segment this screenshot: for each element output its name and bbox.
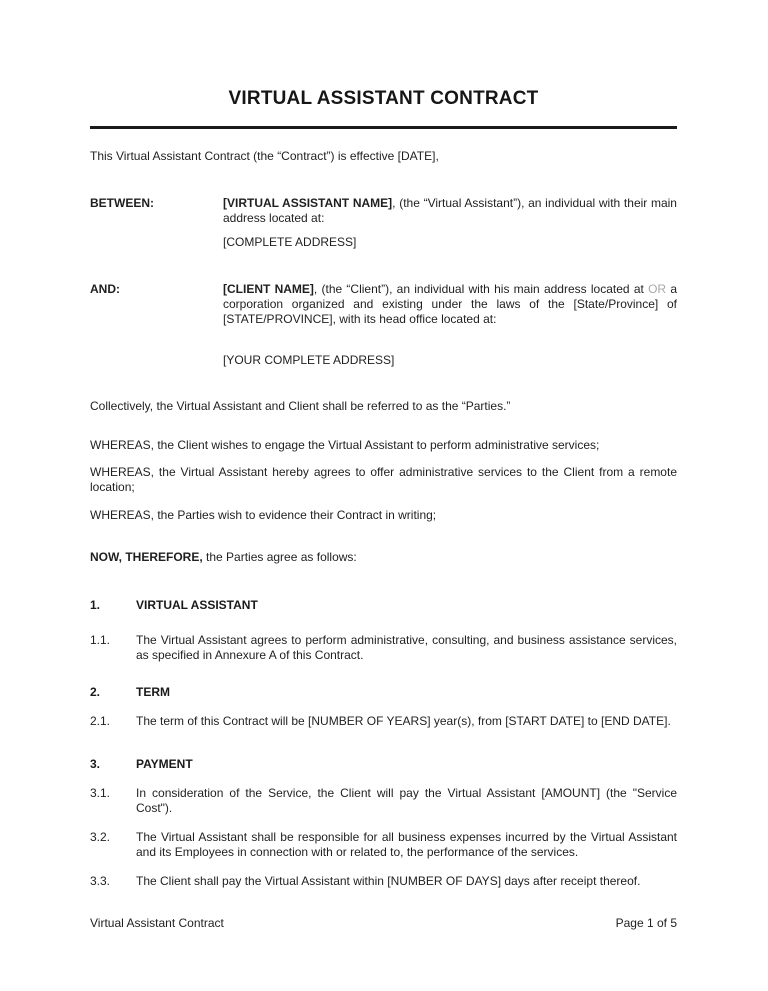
clause-3-1	[90, 786, 677, 816]
clause-text: In consideration of the Service, the Client will pay the Virtual Assistant [AMOUNT] (the "Service Cost").	[136, 786, 677, 815]
now-therefore-paragraph	[90, 550, 677, 565]
section-title: TERM	[136, 685, 170, 699]
clause-3-2	[90, 830, 677, 860]
clause-1-1	[90, 633, 677, 663]
section-number: 1.	[90, 598, 101, 612]
footer-page-number: Page 1 of 5	[615, 916, 677, 930]
clause-text: The term of this Contract will be [NUMBER OF YEARS] year(s), from [START DATE] to [END DATE].	[136, 714, 671, 728]
whereas-paragraph-3: WHEREAS, the Parties wish to evidence their Contract in writing;	[90, 508, 437, 522]
section-number: 2.	[90, 685, 101, 699]
clause-number: 2.1.	[90, 714, 111, 728]
between-label: BETWEEN:	[90, 196, 154, 210]
section-heading-1	[90, 598, 677, 613]
clause-number: 3.2.	[90, 830, 111, 844]
clause-number: 3.3.	[90, 874, 111, 888]
clause-text: The Virtual Assistant agrees to perform administrative, consulting, and business assistance services, as specified in Annexure A of this Contract.	[136, 633, 677, 662]
clause-text: The Virtual Assistant shall be responsible for all business expenses incurred by the Virtual Assistant and its Employees in connection with or related to, the performance of the services.	[136, 830, 677, 859]
page-footer	[90, 916, 677, 931]
and-text-part1: , (the “Client”), an individual with his main address located at	[313, 282, 649, 296]
or-word: OR	[648, 282, 667, 296]
clause-text: The Client shall pay the Virtual Assistant within [NUMBER OF DAYS] days after receipt thereof.	[136, 874, 641, 888]
section-title: PAYMENT	[136, 757, 193, 771]
between-text-rest: , (the “Virtual Assistant”), an individual with their main address located at:	[223, 196, 677, 225]
clause-3-3	[90, 874, 677, 889]
section-title: VIRTUAL ASSISTANT	[136, 598, 258, 612]
section-number: 3.	[90, 757, 101, 771]
intro-paragraph: This Virtual Assistant Contract (the “Contract”) is effective [DATE],	[90, 149, 439, 163]
whereas-paragraph-1: WHEREAS, the Client wishes to engage the Virtual Assistant to perform administrative services;	[90, 438, 600, 452]
section-heading-2	[90, 685, 677, 700]
section-heading-3	[90, 757, 677, 772]
clause-number: 3.1.	[90, 786, 111, 800]
footer-document-name: Virtual Assistant Contract	[90, 916, 224, 930]
and-text-part2: a corporation organized and existing under the laws of the [State/Province] of [STATE/PROVINCE], with its head office located at:	[223, 282, 677, 326]
page-title: VIRTUAL ASSISTANT CONTRACT	[228, 88, 539, 109]
title-divider	[90, 126, 677, 129]
virtual-assistant-name-placeholder: [VIRTUAL ASSISTANT NAME]	[223, 196, 393, 210]
and-text	[223, 282, 677, 327]
whereas-paragraph-2: WHEREAS, the Virtual Assistant hereby agrees to offer administrative services to the Client from a remote location;	[90, 465, 677, 494]
between-address: [COMPLETE ADDRESS]	[223, 235, 357, 249]
and-address: [YOUR COMPLETE ADDRESS]	[223, 353, 395, 367]
between-row	[90, 196, 677, 226]
and-label: AND:	[90, 282, 120, 296]
clause-2-1	[90, 714, 677, 729]
collectively-paragraph: Collectively, the Virtual Assistant and Client shall be referred to as the “Parties.”	[90, 399, 511, 413]
between-text	[223, 196, 677, 226]
now-therefore-rest: the Parties agree as follows:	[202, 550, 357, 564]
client-name-placeholder: [CLIENT NAME]	[223, 282, 314, 296]
and-row	[90, 282, 677, 327]
clause-number: 1.1.	[90, 633, 111, 647]
now-therefore-lead: NOW, THEREFORE,	[90, 550, 203, 564]
